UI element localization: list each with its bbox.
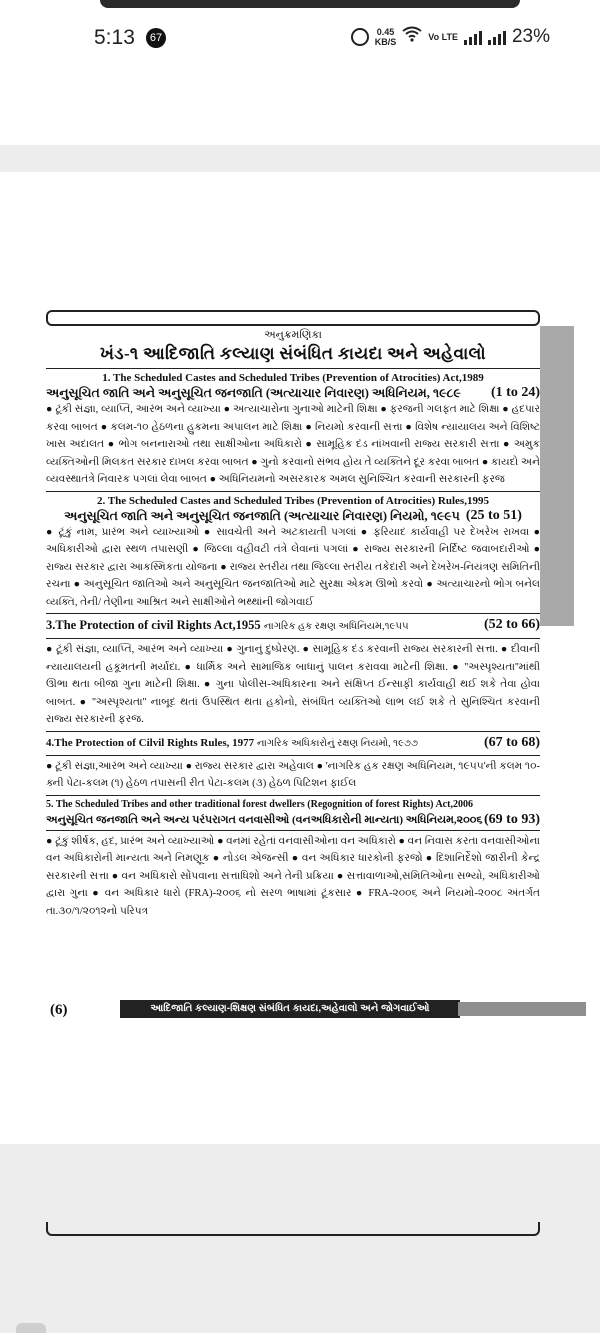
section-4 <box>46 734 540 793</box>
section-title-gu <box>46 385 540 401</box>
top-notch <box>100 0 520 8</box>
section-title-en: 1. The Scheduled Castes and Scheduled Tribes (Prevention of Atrocities) Act,1989 <box>102 372 484 384</box>
section-contents: ● ટૂંકું શીર્ષક, હદ, પ્રારંભ અને વ્યાખ્યાઓ ● વનમાં રહેતાં વનવાસીઓના વન અધિકારો ● વન નિવાસ કરતા વનવાસીઓના વન અધિકારોની માન્યતા અને નિમણૂક ● નોડલ એજન્સી ● વન અધિકાર ધારકોની ફરજો ● દિશાનિર્દેશો જારીની કેન્દ્ર સરકારની સત્તા ● વન અધિકારો સોંપવાના સત્તાધિશો અને તેની પ્રક્રિયા ● સત્તાવાળાઓ,સમિતિઓના સભ્યો, અધિકારીઓ દ્વારા ગુના ● વન અધિકાર ધારો (FRA)-૨૦૦૬ નો સરળ ભાષામાં ટૂંકસાર ● FRA-૨૦૦૬ અને નિયમો-૨૦૦૮ અંતર્ગત તા.૩૦/૧/૨૦૧૨નો પરિપત્ર <box>46 835 540 917</box>
section-2 <box>46 494 540 612</box>
part-title: ખંડ-૧ આદિજાતિ કલ્યાણ સંબંધિત કાયદા અને અહેવાલો <box>100 344 486 363</box>
status-icons <box>351 26 550 48</box>
section-5 <box>46 798 540 921</box>
section-contents: ● ટૂંકી સંજ્ઞા,આરંભ અને વ્યાખ્યા ● રાજ્ય સરકાર દ્વારા અહેવાલ ● 'નાગરિક હક રક્ષણ અધિનિયમ, ૧૯૫૫'ની કલમ ૧૦-ક્ની પેટા-કલમ (૧) હેઠળ તપાસની રીત પેટા-કલમ (૩) હેઠળ પિટિશન ફાઈલ <box>46 760 540 789</box>
section-page-range: (25 to 51) <box>465 507 522 523</box>
scroll-handle[interactable] <box>16 1323 46 1333</box>
signal-icon-2 <box>488 29 506 45</box>
page-shadow <box>540 326 574 626</box>
section-page-range: (69 to 93) <box>484 811 540 827</box>
section-page-range: (67 to 68) <box>484 734 540 750</box>
network-speed-unit: KB/S <box>374 37 397 47</box>
section-page-range: (1 to 24) <box>491 385 540 400</box>
signal-icon-1 <box>464 29 482 45</box>
section-title <box>46 616 540 636</box>
section-title-gu-text: અનુસૂચિત જાતિ અને અનુસૂચિત જનજાતિ (અત્યાચાર નિવારણ) અધિનિયમ, ૧૯૮૯ <box>46 386 461 400</box>
section-title-en: 3.The Protection of civil Rights Act,1955 <box>46 618 261 632</box>
section-1 <box>46 371 540 489</box>
volte-indicator: Vo LTE <box>428 32 458 42</box>
section-title-gu-text: અનુસૂચિત જનજાતિ અને અન્ય પરંપરાગત વનવાસીઓ (વનઅધિકારોની માન્યતા) અધિનિયમ,૨૦૦૬ <box>46 813 483 826</box>
network-speed-value: 0.45 <box>376 27 395 37</box>
wifi-icon <box>402 26 422 48</box>
section-title-gu-text: અનુસૂચિત જાતિ અને અનુસૂચિત જનજાતિ (અત્યાચાર નિવારણ) નિયમો, ૧૯૯૫ <box>64 508 460 523</box>
next-page-frame <box>46 1222 540 1236</box>
top-gap <box>0 145 600 172</box>
notification-count-badge: 67 <box>146 28 166 48</box>
section-title-gu: નાગરિક અધિકારોનું રક્ષણ નિયમો, ૧૯૭૭ <box>256 737 418 749</box>
status-bar <box>0 0 600 80</box>
section-title-gu: નાગરિક હક રક્ષણ અધિનિયમ,૧૯૫૫ <box>263 621 409 632</box>
section-contents: ● ટૂંકી સંજ્ઞા, વ્યાપ્તિ, આરંભ અને વ્યાખ્યા ● ગુનાનું દુષ્પ્રેરણ. ● સામૂહિક દંડ કરવાની રાજ્ય સરકારની સત્તા. ● દીવાની ન્યાયાલયની હકૂમતની મર્યાદા. ● ધાર્મિક અને સામાજિક બાધાનું પાલન કરાવવા માટેની શિક્ષા. ● ''અસ્પૃશ્યતા''માંથી ઊભા થતા બીજા ગુના માટેની શિક્ષા. ● ગુના પોલીસ-અધિકારના અને સંક્ષિપ્ત ઈન્સાફી કાર્યવાહી થઈ શકે તેવા હોવા બાબત. ● ''અસ્પૃશ્યતા'' નાબૂદ થતાં ઉપસ્થિત થતા હકોનો, સંબંધિત વ્યક્તિઓ લાભ લઈ શકે તે સુનિશ્ચિત કરવાની રાજ્ય સરકારની ફરજ. <box>46 644 540 725</box>
section-title-gu <box>46 508 540 524</box>
page-footer <box>46 1000 540 1020</box>
bottom-gap <box>0 1144 600 1333</box>
footer-label: આદિજાતિ કલ્યાણ-શિક્ષણ સંબંધિત કાયદા,અહેવાલો અને જોગવાઈઓ <box>120 1000 460 1018</box>
page-frame-top <box>46 310 540 326</box>
section-title <box>46 734 540 753</box>
index-page <box>46 328 540 920</box>
index-label: અનુક્રમણિકા <box>264 329 322 341</box>
section-title-en: 4.The Protection of Cilvil Rights Rules, 1977 <box>46 736 255 749</box>
footer-strip <box>458 1002 586 1016</box>
page-number: (6) <box>50 1002 68 1018</box>
section-title-en: 2. The Scheduled Castes and Scheduled Tribes (Prevention of Atrocities) Rules,1995 <box>97 494 489 507</box>
section-page-range: (52 to 66) <box>484 617 540 632</box>
section-3 <box>46 616 540 729</box>
section-title-gu <box>46 812 540 828</box>
section-contents: ● ટૂંકું નામ, પ્રારંભ અને વ્યાખ્યાઓ ● સાવચેતી અને અટકાયતી પગલાં ● ફરિયાદ કાર્યવાહી પર દેખરેખ રાખવા ● અધિકારીઓ દ્વારા સ્થળ તપાસણી ● જિલ્લા વહીવટી તંત્રે લેવાનાં પગલાં ● રાજ્ય સરકારની નિર્દિષ્ટ જવાબદારીઓ ● રાજ્ય સરકાર દ્વારા આકસ્મિકતા યોજના ● રાજ્ય સ્તરીય તથા જિલ્લા સ્તરીય તકેદારી અને દેખરેખ-નિયંત્રણ સમિતિની રચના ● અનુસૂચિત જાતિઓ અને અનુસૂચિત જનજાતિઓ માટે સુરક્ષા એકમ ઊભો કરવો ● અત્યાચારનો ભોગ બનેલ વ્યક્તિ, તેની/ તેણીના આશ્રિત અને સાક્ષીઓને ભથ્થાંની જોગવાઈ <box>46 526 540 608</box>
alarm-icon <box>351 28 369 46</box>
network-speed <box>375 27 397 47</box>
battery-level: 23% <box>511 26 550 47</box>
section-contents: ● ટૂંકી સંજ્ઞા, વ્યાપ્તિ, આરંભ અને વ્યાખ્યા ● અત્યાચારોના ગુનાઓ માટેની શિક્ષા ● ફરજની ગલફત માટે શિક્ષા ● હદપાર કરવા બાબત ● કલમ-૧૦ હેઠળના હુકમના અપાલન માટે શિક્ષા ● નિયમો કરવાની સત્તા ● વિશેષ ન્યાયાલય અને વિશિષ્ટ ખાસ અદાલત ● ભોગ બનનારાઓ તથા સાક્ષીઓના અધિકારો ● સામૂહિક દંડ નાંખવાની રાજ્ય સરકારી સત્તા ● અમુક વ્યક્તિઓની મિલકત સરકાર દાખલ કરવા બાબત ● ગુનો કરવાનો સંભવ હોય તે વ્યક્તિને દૂર કરવા બાબત ● કાયદો અને વ્યવસ્થાતંત્રે નિવારક પગલાં લેવા બાબત ● અધિનિયમનો અસરકારક અમલ સુનિશ્ચિત કરવાની સરકારની ફરજ <box>46 404 540 485</box>
status-time: 5:13 <box>94 26 135 49</box>
section-title-en: 5. The Scheduled Tribes and other traditional forest dwellers (Regognition of forest Rights) Act,2006 <box>46 798 473 810</box>
